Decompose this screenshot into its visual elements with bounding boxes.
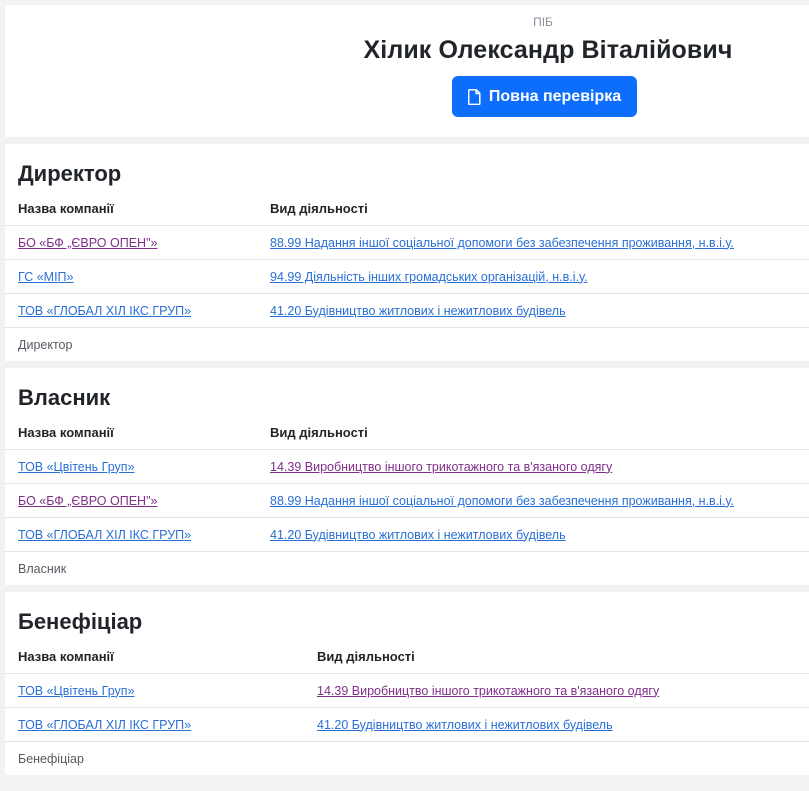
document-icon (468, 89, 481, 105)
company-link[interactable]: ТОВ «ГЛОБАЛ ХІЛ ІКС ГРУП» (18, 717, 192, 732)
full-check-button[interactable] (452, 76, 637, 117)
activity-link[interactable]: 14.39 Виробництво іншого трикотажного та в'язаного одягу (270, 459, 613, 474)
column-header-company: Назва компанії (5, 415, 257, 450)
company-link[interactable]: ТОВ «ГЛОБАЛ ХІЛ ІКС ГРУП» (18, 303, 192, 318)
company-link[interactable]: ГС «МІП» (18, 269, 74, 284)
table-caption: Директор (18, 338, 73, 352)
owner-section (5, 368, 809, 585)
name-label: ПІБ (533, 15, 553, 29)
column-header-activity: Вид діяльності (257, 415, 809, 450)
person-header-card (5, 5, 809, 137)
beneficiary-section (5, 592, 809, 775)
activity-link[interactable]: 88.99 Надання іншої соціальної допомоги без забезпечення проживання, н.в.і.у. (270, 235, 734, 250)
column-header-activity: Вид діяльності (257, 191, 809, 226)
company-link[interactable]: ТОВ «Цвітень Груп» (18, 459, 135, 474)
owner-table (5, 415, 809, 552)
column-header-company: Назва компанії (5, 639, 304, 674)
company-link[interactable]: БО «БФ „ЄВРО ОПЕН"» (18, 235, 158, 250)
table-row (5, 484, 809, 518)
table-row (5, 260, 809, 294)
table-caption: Бенефіціар (18, 752, 84, 766)
column-header-activity: Вид діяльності (304, 639, 809, 674)
table-row (5, 674, 809, 708)
activity-link[interactable]: 14.39 Виробництво іншого трикотажного та в'язаного одягу (317, 683, 660, 698)
activity-link[interactable]: 41.20 Будівництво житлових і нежитлових будівель (270, 527, 566, 542)
table-row (5, 226, 809, 260)
table-header-row (5, 415, 809, 450)
beneficiary-table (5, 639, 809, 742)
table-row (5, 708, 809, 742)
column-header-company: Назва компанії (5, 191, 257, 226)
activity-link[interactable]: 41.20 Будівництво житлових і нежитлових будівель (317, 717, 613, 732)
table-header-row (5, 639, 809, 674)
company-link[interactable]: ТОВ «Цвітень Груп» (18, 683, 135, 698)
activity-link[interactable]: 41.20 Будівництво житлових і нежитлових будівель (270, 303, 566, 318)
section-title-beneficiary: Бенефіціар (18, 609, 143, 634)
activity-link[interactable]: 94.99 Діяльність інших громадських організацій, н.в.і.у. (270, 269, 588, 284)
section-title-director: Директор (18, 161, 122, 186)
full-check-button-label: Повна перевірка (488, 87, 622, 105)
table-row (5, 450, 809, 484)
activity-link[interactable]: 88.99 Надання іншої соціальної допомоги без забезпечення проживання, н.в.і.у. (270, 493, 734, 508)
table-row (5, 518, 809, 552)
table-caption: Власник (18, 562, 67, 576)
company-link[interactable]: БО «БФ „ЄВРО ОПЕН"» (18, 493, 158, 508)
director-section (5, 144, 809, 361)
table-header-row (5, 191, 809, 226)
table-row (5, 294, 809, 328)
section-title-owner: Власник (18, 385, 111, 410)
person-name: Хілик Олександр Віталійович (363, 36, 733, 64)
director-table (5, 191, 809, 328)
company-link[interactable]: ТОВ «ГЛОБАЛ ХІЛ ІКС ГРУП» (18, 527, 192, 542)
